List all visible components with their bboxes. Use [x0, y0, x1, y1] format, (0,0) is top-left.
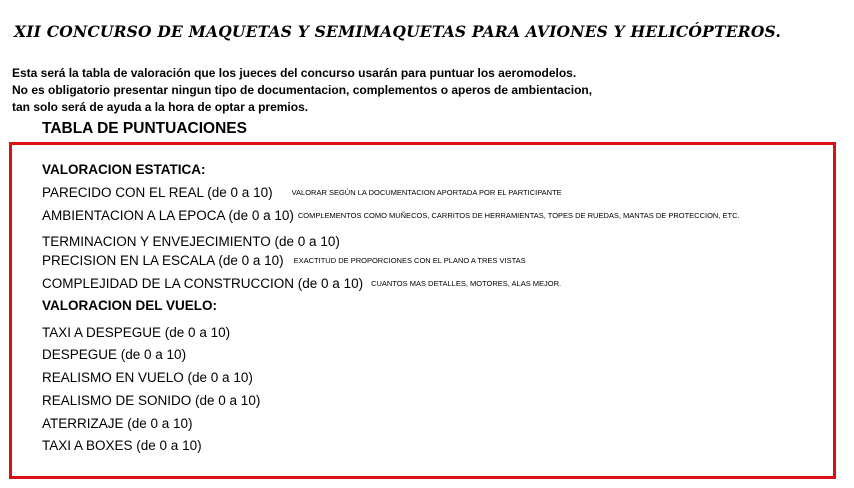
flight-section-heading: VALORACION DEL VUELO:: [42, 298, 218, 313]
static-item: [42, 276, 561, 291]
intro-line: No es obligatorio presentar ningun tipo de documentacion, complementos o aperos de ambientacion,: [12, 83, 593, 97]
static-item: [42, 253, 526, 268]
flight-item: DESPEGUE (de 0 a 10): [42, 347, 187, 362]
static-item: [42, 208, 740, 223]
static-item-label: TERMINACION Y ENVEJECIMIENTO (de 0 a 10): [42, 234, 340, 249]
intro-line: Esta será la tabla de valoración que los jueces del concurso usarán para puntuar los aeromodelos.: [12, 66, 577, 80]
table-title: TABLA DE PUNTUACIONES: [42, 120, 247, 137]
static-item-note: COMPLEMENTOS COMO MUÑECOS, CARRITOS DE HERRAMIENTAS, TOPES DE RUEDAS, MANTAS DE PROTECCION, ETC.: [297, 211, 740, 220]
static-item-note: VALORAR SEGÚN LA DOCUMENTACION APORTADA POR EL PARTICIPANTE: [291, 188, 562, 197]
intro-line: tan solo será de ayuda a la hora de optar a premios.: [12, 100, 309, 114]
document-title: XII CONCURSO DE MAQUETAS Y SEMIMAQUETAS PARA AVIONES Y HELICÓPTEROS.: [14, 22, 781, 41]
flight-item: REALISMO EN VUELO (de 0 a 10): [42, 370, 253, 385]
static-item-note: EXACTITUD DE PROPORCIONES CON EL PLANO A TRES VISTAS: [293, 256, 526, 265]
static-item: [42, 234, 340, 249]
flight-item: TAXI A DESPEGUE (de 0 a 10): [42, 325, 231, 340]
static-item-label: PRECISION EN LA ESCALA (de 0 a 10): [42, 253, 284, 268]
static-section-heading: VALORACION ESTATICA:: [42, 162, 206, 177]
static-item-label: PARECIDO CON EL REAL (de 0 a 10): [42, 185, 273, 200]
flight-item: REALISMO DE SONIDO (de 0 a 10): [42, 393, 261, 408]
static-item: [42, 185, 562, 200]
static-item-label: AMBIENTACION A LA EPOCA (de 0 a 10): [42, 208, 294, 223]
static-item-note: CUANTOS MAS DETALLES, MOTORES, ALAS MEJOR.: [371, 279, 562, 288]
flight-item: TAXI A BOXES (de 0 a 10): [42, 438, 202, 453]
static-item-label: COMPLEJIDAD DE LA CONSTRUCCION (de 0 a 10): [42, 276, 364, 291]
flight-item: ATERRIZAJE (de 0 a 10): [42, 416, 193, 431]
intro-paragraph: [12, 65, 592, 116]
